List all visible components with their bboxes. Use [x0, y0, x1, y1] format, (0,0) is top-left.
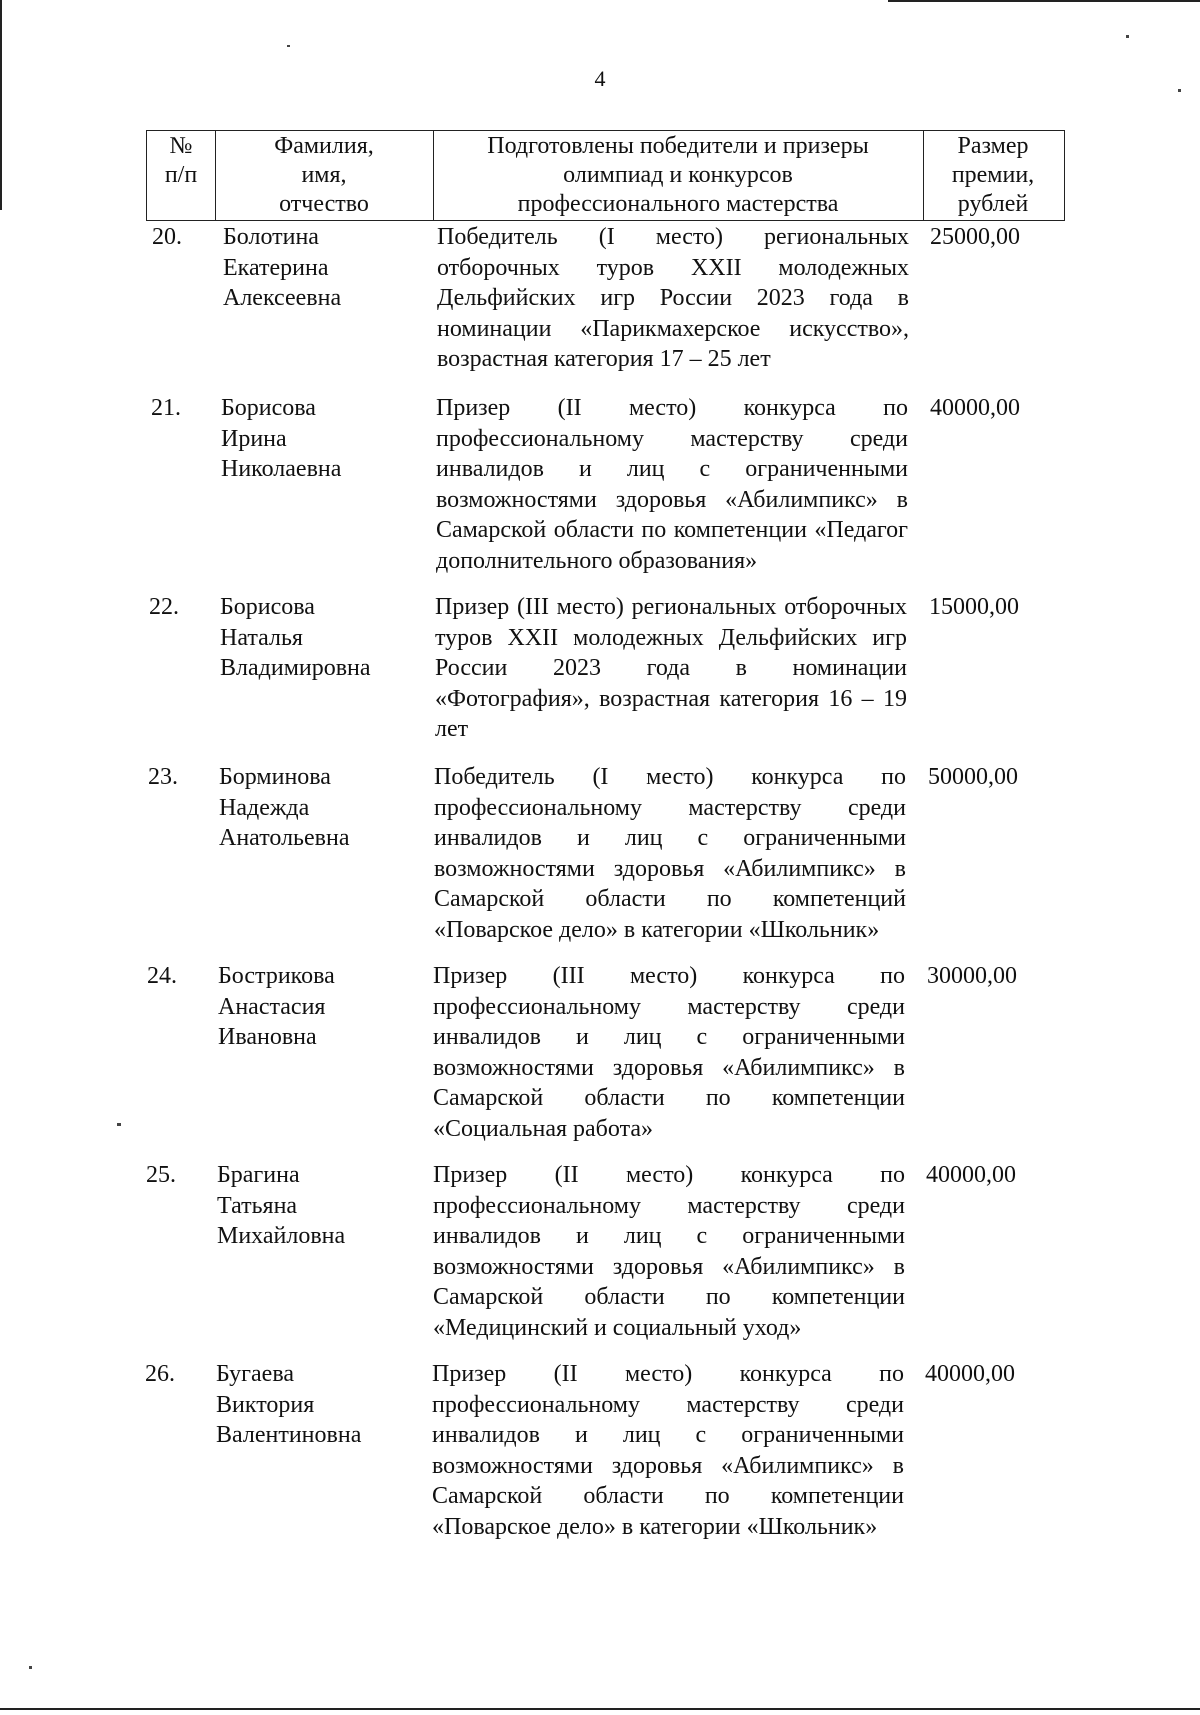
header-col-description: Подготовлены победители и призеры олимпиад и конкурсов профессионального мастерства	[487, 133, 869, 217]
header-col-amount: Размер премии, рублей	[951, 133, 1035, 217]
row-number: 25.	[146, 1162, 176, 1188]
row-achievement: Призер (III место) региональных отборочных туров XXII молодежных Дельфийских игр России 2023 года в номинации «Фотография», возрастная категория 16 – 19 лет	[435, 594, 907, 743]
row-achievement: Призер (II место) конкурса по профессиональному мастерству среди инвалидов и лиц с ограниченными возможностями здоровья «Абилимпикс» в Самарской области по компетенции «Педагог дополнительного образования»	[436, 395, 908, 574]
row-number: 22.	[149, 594, 179, 620]
row-amount: 40000,00	[925, 1361, 1015, 1387]
scan-edge-top	[888, 0, 1200, 2]
row-amount: 40000,00	[930, 395, 1020, 421]
scan-speck	[29, 1666, 32, 1669]
row-amount: 25000,00	[930, 224, 1020, 250]
row-number: 24.	[147, 963, 177, 989]
row-full-name: Борминова Надежда Анатольевна	[219, 764, 350, 852]
scan-edge-left	[0, 0, 2, 210]
scan-edge-bottom	[0, 1708, 1200, 1710]
row-achievement: Победитель (I место) региональных отборочных туров XXII молодежных Дельфийских игр России 2023 года в номинации «Парикмахерское искусство», возрастная категория 17 – 25 лет	[437, 224, 909, 373]
row-amount: 50000,00	[928, 764, 1018, 790]
scan-speck	[287, 45, 290, 47]
row-full-name: Борисова Ирина Николаевна	[221, 395, 342, 483]
row-amount: 40000,00	[926, 1162, 1016, 1188]
row-full-name: Бугаева Виктория Валентиновна	[216, 1361, 362, 1449]
scan-speck	[1126, 35, 1129, 38]
row-achievement: Призер (II место) конкурса по профессиональному мастерству среди инвалидов и лиц с ограниченными возможностями здоровья «Абилимпикс» в Самарской области по компетенции «Медицинский и социальный уход»	[433, 1162, 905, 1341]
row-achievement: Призер (II место) конкурса по профессиональному мастерству среди инвалидов и лиц с ограниченными возможностями здоровья «Абилимпикс» в Самарской области по компетенции «Поварское дело» в категории «Школьник»	[432, 1361, 904, 1540]
row-amount: 30000,00	[927, 963, 1017, 989]
row-full-name: Болотина Екатерина Алексеевна	[223, 224, 342, 312]
scan-speck	[117, 1123, 121, 1126]
row-number: 23.	[148, 764, 178, 790]
row-amount: 15000,00	[929, 594, 1019, 620]
row-number: 21.	[151, 395, 181, 421]
header-col-number: № п/п	[164, 133, 198, 188]
row-full-name: Брагина Татьяна Михайловна	[217, 1162, 346, 1250]
page-number: 4	[594, 66, 606, 91]
row-number: 20.	[152, 224, 182, 250]
row-full-name: Бострикова Анастасия Ивановна	[218, 963, 335, 1051]
header-col-name: Фамилия, имя, отчество	[274, 133, 374, 217]
table-header	[146, 130, 1065, 221]
row-achievement: Призер (III место) конкурса по профессиональному мастерству среди инвалидов и лиц с ограниченными возможностями здоровья «Абилимпикс» в Самарской области по компетенции «Социальная работа»	[433, 963, 905, 1142]
row-full-name: Борисова Наталья Владимировна	[220, 594, 371, 682]
row-number: 26.	[145, 1361, 175, 1387]
row-achievement: Победитель (I место) конкурса по профессиональному мастерству среди инвалидов и лиц с ограниченными возможностями здоровья «Абилимпикс» в Самарской области по компетенций «Поварское дело» в категории «Школьник»	[434, 764, 906, 943]
